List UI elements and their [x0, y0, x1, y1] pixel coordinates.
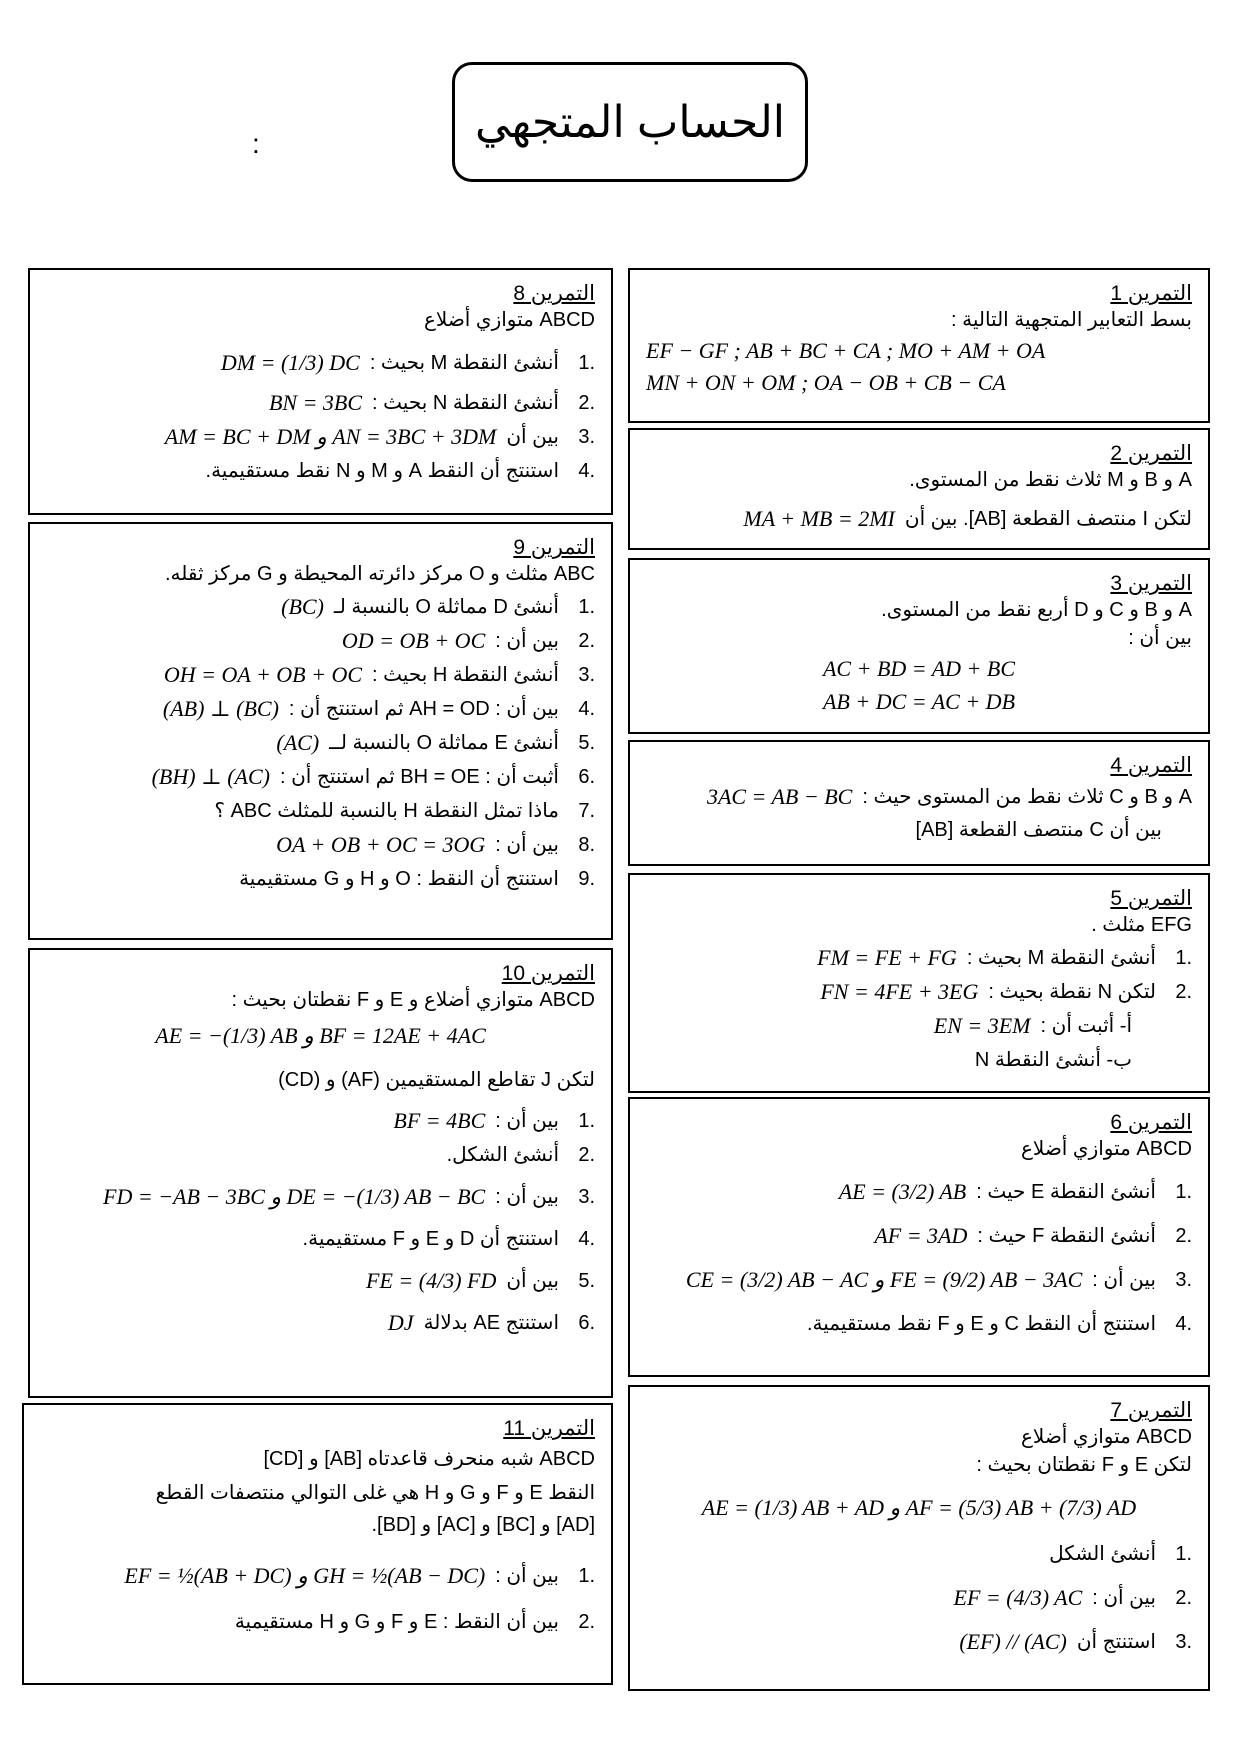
exercise-7-item-3: .3 استنتج أن (EF) // (AC): [646, 1627, 1192, 1657]
exercise-11-item-1: .1 بين أن : EF = ½(AB + DC) و GH = ½(AB − DC): [40, 1561, 595, 1591]
exercise-9-item-1: .1 أنشئ D مماثلة O بالنسبة لـ (BC): [46, 592, 595, 622]
exercise-11-intro-3: [AD] و [BC] و [AC] و [BD].: [371, 1514, 595, 1536]
exercise-3-math-1: AC + BD = AD + BC: [822, 656, 1016, 681]
exercise-6-item-2-math: AF = 3AD: [874, 1223, 968, 1248]
exercise-7-math-0: AE = (1/3) AB + AD و AF = (5/3) AB + (7/3) AD: [701, 1495, 1137, 1520]
exercise-8-item-1: .1 أنشئ النقطة M بحيث : DM = (1/3) DC: [46, 348, 595, 378]
exercise-8-item-1-text: أنشئ النقطة M بحيث :: [369, 352, 559, 374]
exercise-9-item-7-text: ماذا تمثل النقطة H بالنسبة للمثلث ABC ؟: [214, 800, 559, 822]
exercise-2: [628, 428, 1210, 550]
exercise-9-item-4-text: بين أن : AH = OD ثم استنتج أن :: [288, 698, 559, 720]
exercise-9-item-7: .7 ماذا تمثل النقطة H بالنسبة للمثلث ABC ؟: [46, 796, 595, 826]
exercise-5-heading: التمرين 5: [1110, 887, 1192, 910]
exercise-9-item-9: .9 استنتج أن النقط : O و H و G مستقيمية: [46, 864, 595, 894]
exercise-6-item-3-math: CE = (3/2) AB − AC و FE = (9/2) AB − 3AC: [685, 1267, 1083, 1292]
exercise-8-item-1-math: DM = (1/3) DC: [220, 350, 360, 375]
exercise-10-item-3-text: بين أن :: [495, 1186, 559, 1208]
exercise-10-item-6-math: DJ: [387, 1310, 414, 1335]
exercise-11: [22, 1403, 613, 1685]
exercise-5: [628, 873, 1210, 1093]
exercise-6-item-2: .2 أنشئ النقطة F حيث : AF = 3AD: [646, 1221, 1192, 1251]
exercise-11-item-1-math: EF = ½(AB + DC) و GH = ½(AB − DC): [124, 1563, 486, 1588]
exercise-9-intro: ABC مثلث و O مركز دائرته المحيطة و G مركز ثقله.: [165, 563, 595, 585]
exercise-9-item-5-text: أنشئ E مماثلة O بالنسبة لــ: [329, 732, 559, 754]
exercise-4-intro-row: [646, 782, 1192, 812]
exercise-5-intro: EFG مثلث .: [1091, 914, 1192, 936]
exercise-9-item-5-math: (AC): [276, 730, 320, 755]
exercise-8-item-4-text: استنتج أن النقط A و M و N نقط مستقيمية.: [205, 460, 559, 482]
exercise-6-item-2-text: أنشئ النقطة F حيث :: [977, 1225, 1156, 1247]
exercise-9-item-4: .4 بين أن : AH = OD ثم استنتج أن : (AB) ⊥ (BC): [46, 694, 595, 724]
exercise-3: [628, 558, 1210, 734]
exercise-5-item-a-math: EN = 3EM: [933, 1013, 1031, 1038]
exercise-7-item-2: .2 بين أن : EF = (4/3) AC: [646, 1583, 1192, 1613]
exercise-1-row1: EF − GF ; AB + BC + CA ; MO + AM + OA: [646, 338, 1046, 363]
exercise-9-item-6-text: أثبت أن : BH = OE ثم استنتج أن :: [280, 766, 559, 788]
exercise-6: [628, 1097, 1210, 1377]
exercise-6-item-4-text: استنتج أن النقط C و E و F نقط مستقيمية.: [806, 1313, 1156, 1335]
exercise-2-heading: التمرين 2: [1110, 442, 1192, 465]
exercise-9-item-3-math: OH = OA + OB + OC: [163, 662, 363, 687]
exercise-8-item-2-math: BN = 3BC: [268, 390, 363, 415]
exercise-11-item-1-text: بين أن :: [495, 1565, 559, 1587]
exercise-8-item-3: .3 بين أن AM = BC + DM و AN = 3BC + 3DM: [46, 422, 595, 452]
exercise-10-item-6-text: استنتج AE بدلالة: [423, 1312, 559, 1334]
exercise-5-item-a: [646, 1011, 1192, 1041]
exercise-11-heading: التمرين 11: [503, 1417, 595, 1440]
exercise-10-item-5-math: FE = (4/3) FD: [366, 1268, 497, 1293]
exercise-7-intro: ABCD متوازي أضلاع: [1020, 1426, 1192, 1448]
exercise-9-item-6: .6 أثبت أن : BH = OE ثم استنتج أن : (BH) ⊥ (AC): [46, 762, 595, 792]
exercise-2-question-text: لتكن I منتصف القطعة [AB]. بين أن: [904, 508, 1192, 530]
exercise-1-heading: التمرين 1: [1110, 282, 1192, 305]
exercise-5-item-a-text: أ- أثبت أن :: [1040, 1015, 1132, 1037]
exercise-10-item-2: .2 أنشئ الشكل.: [46, 1140, 595, 1170]
exercise-5-item-b: [646, 1045, 1192, 1075]
title-colon: :: [252, 128, 260, 159]
exercise-9-item-5: .5 أنشئ E مماثلة O بالنسبة لــ (AC): [46, 728, 595, 758]
exercise-9-item-8: .8 بين أن : OA + OB + OC = 3OG: [46, 830, 595, 860]
exercise-6-item-4: .4 استنتج أن النقط C و E و F نقط مستقيمية.: [646, 1309, 1192, 1339]
exercise-6-intro: ABCD متوازي أضلاع: [1020, 1138, 1192, 1160]
exercise-9: [28, 522, 613, 940]
exercise-10-item-3: .3 بين أن : FD = −AB − 3BC و DE = −(1/3) AB − BC: [46, 1182, 595, 1212]
exercise-6-item-1-math: AE = (3/2) AB: [838, 1179, 967, 1204]
exercise-8-item-3-text: بين أن: [506, 426, 559, 448]
exercise-9-item-4-math: (AB) ⊥ (BC): [162, 696, 279, 721]
exercise-10-item-1-math: BF = 4BC: [393, 1108, 486, 1133]
exercise-9-item-2-text: بين أن :: [495, 630, 559, 652]
exercise-2-math: MA + MB = 2MI: [743, 506, 895, 531]
exercise-4: [628, 740, 1210, 866]
exercise-8-item-2-text: أنشئ النقطة N بحيث :: [372, 392, 559, 414]
exercise-1-row2: MN + ON + OM ; OA − OB + CB − CA: [646, 370, 1006, 395]
exercise-9-item-9-text: استنتج أن النقط : O و H و G مستقيمية: [239, 868, 559, 890]
exercise-10-item-6: .6 استنتج AE بدلالة DJ: [46, 1308, 595, 1338]
page-title: الحساب المتجهي: [452, 62, 808, 182]
exercise-8-heading: التمرين 8: [513, 282, 595, 305]
exercise-4-intro: A و B و C ثلاث نقط من المستوى حيث :: [862, 786, 1192, 808]
exercise-7-item-2-math: EF = (4/3) AC: [953, 1585, 1083, 1610]
exercise-7-item-3-math: (EF) // (AC): [959, 1629, 1067, 1654]
exercise-10-intro: ABCD متوازي أضلاع و E و F نقطتان بحيث :: [231, 989, 595, 1011]
exercise-9-item-1-text: أنشئ D مماثلة O بالنسبة لـ: [333, 596, 559, 618]
exercise-10-math-0: AE = −(1/3) AB و BF = 12AE + 4AC: [155, 1023, 486, 1048]
exercise-7-item-1-text: أنشئ الشكل: [1049, 1543, 1156, 1565]
exercise-7: [628, 1385, 1210, 1691]
exercise-3-heading: التمرين 3: [1110, 572, 1192, 595]
exercise-8-item-2: .2 أنشئ النقطة N بحيث : BN = 3BC: [46, 388, 595, 418]
exercise-10-heading: التمرين 10: [501, 962, 595, 985]
exercise-1: [628, 268, 1210, 423]
exercise-2-intro: A و B و M ثلاث نقط من المستوى.: [909, 469, 1192, 491]
exercise-3-intro: A و B و C و D أربع نقط من المستوى.: [881, 599, 1192, 621]
exercise-10-item-5-text: بين أن: [506, 1270, 559, 1292]
exercise-9-item-8-math: OA + OB + OC = 3OG: [276, 832, 486, 857]
exercise-10-item-1: .1 بين أن : BF = 4BC: [46, 1106, 595, 1136]
exercise-8: [28, 268, 613, 515]
exercise-7-item-3-text: استنتج أن: [1076, 1631, 1156, 1653]
exercise-4-question: بين أن C منتصف القطعة [AB]: [915, 819, 1162, 841]
exercise-6-item-1: .1 أنشئ النقطة E حيث : AE = (3/2) AB: [646, 1177, 1192, 1207]
exercise-9-item-6-math: (BH) ⊥ (AC): [151, 764, 270, 789]
exercise-5-item-2-math: FN = 4FE + 3EG: [820, 979, 979, 1004]
exercise-2-question: [646, 504, 1192, 534]
exercise-5-item-1-math: FM = FE + FG: [817, 945, 957, 970]
exercise-10-item-3-math: FD = −AB − 3BC و DE = −(1/3) AB − BC: [103, 1184, 486, 1209]
exercise-7-heading: التمرين 7: [1110, 1399, 1192, 1422]
exercise-10-intro-2: لتكن J تقاطع المستقيمين (AF) و (CD): [278, 1069, 595, 1091]
exercise-4-math: 3AC = AB − BC: [706, 784, 853, 809]
exercise-6-heading: التمرين 6: [1110, 1111, 1192, 1134]
exercise-9-item-3-text: أنشئ النقطة H بحيث :: [372, 664, 559, 686]
exercise-4-heading: التمرين 4: [1110, 754, 1192, 777]
exercise-5-item-1: .1 أنشئ النقطة M بحيث : FM = FE + FG: [646, 943, 1192, 973]
exercise-1-intro: بسط التعابير المتجهية التالية :: [950, 309, 1192, 331]
exercise-11-intro-2: النقط E و F و G و H هي غلى التوالي منتصفات القطع: [155, 1482, 595, 1504]
exercise-8-intro: ABCD متوازي أضلاع: [423, 309, 595, 331]
exercise-10-item-4-text: استنتج أن D و E و F مستقيمية.: [302, 1228, 559, 1250]
exercise-3-math-2: AB + DC = AC + DB: [822, 689, 1016, 714]
exercise-8-item-4: .4 استنتج أن النقط A و M و N نقط مستقيمية.: [46, 456, 595, 486]
exercise-11-item-2-text: بين أن النقط : E و F و G و H مستقيمية: [234, 1611, 559, 1633]
exercise-8-item-3-math: AM = BC + DM و AN = 3BC + 3DM: [164, 424, 497, 449]
exercise-11-item-2: .2 بين أن النقط : E و F و G و H مستقيمية: [40, 1607, 595, 1637]
exercise-7-item-1: .1 أنشئ الشكل: [646, 1539, 1192, 1569]
exercise-5-item-2: .2 لتكن N نقطة بحيث : FN = 4FE + 3EG: [646, 977, 1192, 1007]
exercise-10-item-4: .4 استنتج أن D و E و F مستقيمية.: [46, 1224, 595, 1254]
exercise-5-item-b-text: ب- أنشئ النقطة N: [974, 1049, 1132, 1071]
exercise-9-item-2-math: OD = OB + OC: [341, 628, 486, 653]
exercise-9-heading: التمرين 9: [513, 536, 595, 559]
exercise-10-item-2-text: أنشئ الشكل.: [446, 1144, 559, 1166]
exercise-9-item-8-text: بين أن :: [495, 834, 559, 856]
exercise-9-item-1-math: (BC): [281, 594, 324, 619]
exercise-5-item-2-text: لتكن N نقطة بحيث :: [988, 981, 1156, 1003]
exercise-10: [28, 948, 613, 1398]
exercise-7-item-2-text: بين أن :: [1092, 1587, 1156, 1609]
exercise-9-item-3: .3 أنشئ النقطة H بحيث : OH = OA + OB + OC: [46, 660, 595, 690]
exercise-9-item-2: .2 بين أن : OD = OB + OC: [46, 626, 595, 656]
exercise-5-item-1-text: أنشئ النقطة M بحيث :: [966, 947, 1156, 969]
exercise-11-intro: ABCD شبه منحرف قاعدتاه [AB] و [CD]: [263, 1448, 595, 1470]
exercise-6-item-3-text: بين أن :: [1092, 1269, 1156, 1291]
exercise-7-intro-2: لتكن E و F نقطتان بحيث :: [976, 1454, 1192, 1476]
exercise-10-item-5: .5 بين أن FE = (4/3) FD: [46, 1266, 595, 1296]
exercise-6-item-3: .3 بين أن : CE = (3/2) AB − AC و FE = (9/2) AB − 3AC: [646, 1265, 1192, 1295]
exercise-10-item-1-text: بين أن :: [495, 1110, 559, 1132]
exercise-3-question: بين أن :: [1128, 627, 1192, 649]
exercise-6-item-1-text: أنشئ النقطة E حيث :: [976, 1181, 1156, 1203]
